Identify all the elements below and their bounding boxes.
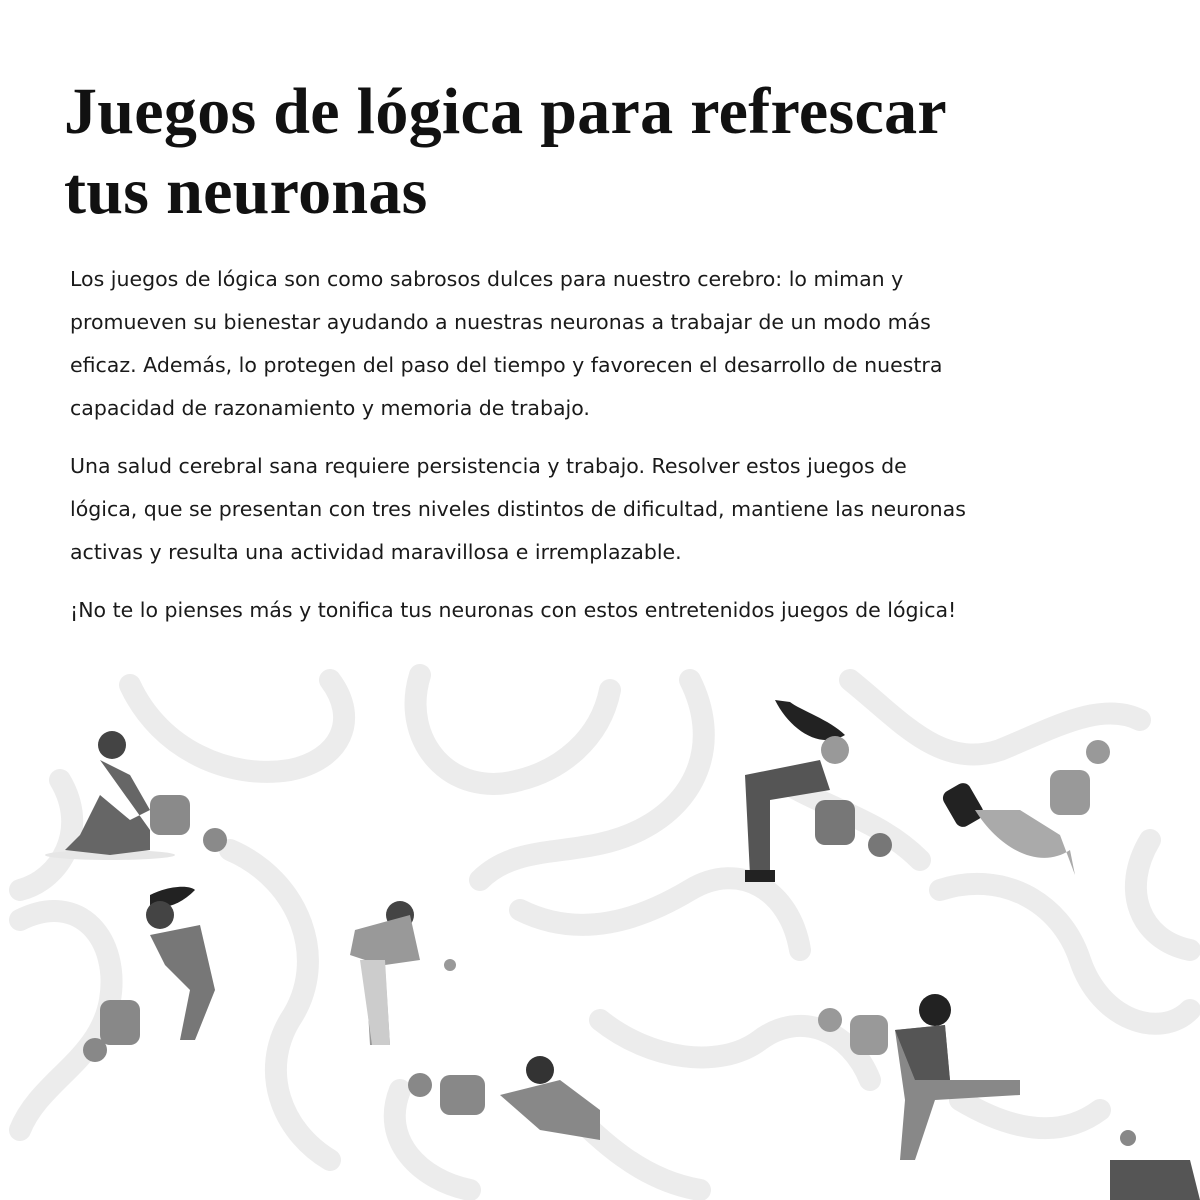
text-line: ¡No te lo pienses más y tonifica tus neuronas con estos entretenidos juegos de lógica! (70, 598, 957, 622)
article-body (70, 258, 966, 647)
figure-running-person (818, 994, 1020, 1160)
figure-bending-woman (745, 700, 892, 882)
figure-corner-person (1110, 1130, 1200, 1200)
paragraph-health (70, 445, 966, 574)
title-line: Juegos de lógica para refrescar (64, 75, 947, 148)
figure-man-lying (408, 1056, 600, 1140)
text-line: activas y resulta una actividad maravillosa e irremplazable. (70, 540, 682, 564)
text-line: lógica, que se presentan con tres niveles distintos de dificultad, mantiene las neuronas (70, 497, 966, 521)
text-line: capacidad de razonamiento y memoria de trabajo. (70, 396, 590, 420)
brain-gardening-illustration (0, 660, 1200, 1200)
paragraph-intro (70, 258, 966, 430)
text-line: promueven su bienestar ayudando a nuestras neuronas a trabajar de un modo más (70, 310, 931, 334)
title-line: tus neuronas (64, 155, 428, 228)
page-title (64, 72, 947, 232)
text-line: Los juegos de lógica son como sabrosos dulces para nuestro cerebro: lo miman y (70, 267, 904, 291)
text-line: Una salud cerebral sana requiere persistencia y trabajo. Resolver estos juegos de (70, 454, 907, 478)
figure-woman-reaching (350, 901, 456, 1045)
paragraph-call-to-action (70, 589, 966, 632)
text-line: eficaz. Además, lo protegen del paso del tiempo y favorecen el desarrollo de nuestra (70, 353, 943, 377)
